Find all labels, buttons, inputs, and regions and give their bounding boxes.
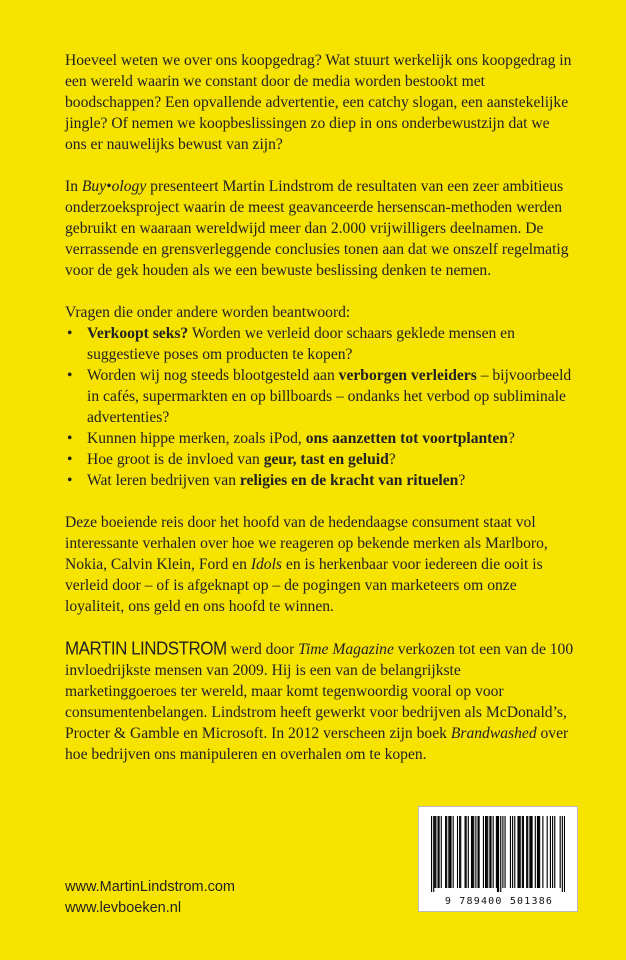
barcode-bar — [526, 816, 527, 888]
intro-paragraph: Hoeveel weten we over ons koopgedrag? Wat stuurt werkelijk ons koopgedrag in een wereld waarin we constant door de media worden bestookt met boodschappen? Een opvallende advertentie, een catchy slogan, een aanstekelijke jingle? Of nemen we koopbeslissingen zo diep in ons onderbewustzijn dat we ons er nauwelijks bewust van zijn? — [65, 52, 572, 153]
website-link[interactable]: www.MartinLindstrom.com — [65, 879, 236, 895]
barcode-bar — [472, 816, 473, 888]
barcode-bars — [431, 816, 565, 892]
list-item: • Wat leren bedrijven van religies en de kracht van rituelen? — [65, 470, 575, 491]
barcode-bar — [446, 816, 447, 888]
summary-prefix: In — [65, 178, 82, 195]
barcode-bar — [448, 816, 449, 888]
barcode-bar — [434, 816, 435, 888]
barcode-bar — [453, 816, 454, 888]
barcode-bar — [542, 816, 543, 888]
barcode-bar — [522, 816, 523, 888]
barcode-bar — [535, 816, 536, 888]
questions-lead: Vragen die onder andere worden beantwoord: — [65, 304, 351, 321]
barcode-bar — [517, 816, 518, 888]
journey-paragraph: Deze boeiende reis door het hoofd van de hedendaagse consument staat vol interessante verhalen over hoe we reageren op bekende merken als Marlboro, Nokia, Calvin Klein, Ford en Idols en is herkenbaar voor iedereen die ooit is verleid door – of is afgeknapt op – de pogingen van marketeers om onze loyaliteit, ons geld en ons hoofd te winnen. — [65, 514, 548, 615]
barcode-bar — [500, 816, 501, 892]
barcode-bar — [538, 816, 539, 888]
barcode-bar — [465, 816, 466, 888]
barcode-bar — [460, 816, 461, 888]
list-item: • Verkoopt seks? Worden we verleid door schaars geklede mensen en suggestieve poses om producten te kopen? — [65, 323, 575, 365]
book-title: Buy•ology — [81, 178, 147, 195]
barcode-bar — [441, 816, 442, 888]
barcode-bar — [530, 816, 531, 888]
barcode-bar — [483, 816, 484, 888]
barcode-bar — [439, 816, 440, 888]
barcode-bar — [562, 816, 563, 892]
magazine-title: Time Magazine — [298, 641, 394, 658]
barcode-bar — [514, 816, 515, 888]
website-link[interactable]: www.levboeken.nl — [65, 900, 182, 916]
barcode-bar — [564, 816, 565, 892]
barcode-bar — [459, 816, 460, 888]
barcode-bar — [537, 816, 538, 888]
barcode-bar — [486, 816, 487, 888]
summary-text: presenteert Martin Lindstrom de resultaten van een zeer ambitieus onderzoeksproject waarin de meest geavanceerde hersenscan-methoden werden gebruikt en waaraan wereldwijd meer dan 2.000 vrijwilligers deelnamen. De verrassende en grensverleggende conclusies tonen aan dat we onszelf regelmatig voor de gek houden als we een bewuste beslissing denken te nemen. — [65, 178, 569, 279]
barcode-bar — [547, 816, 548, 888]
barcode-bar — [512, 816, 513, 888]
barcode-bar — [468, 816, 469, 888]
barcode-bar — [510, 816, 511, 888]
barcode-bar — [433, 816, 434, 892]
barcode-bar — [475, 816, 476, 888]
barcode-bar — [560, 816, 561, 888]
barcode-bar — [431, 816, 432, 892]
barcode-bar — [445, 816, 446, 888]
barcode-bar — [532, 816, 533, 888]
author-name: MARTIN LINDSTROM — [65, 638, 227, 659]
barcode-bar — [550, 816, 551, 888]
author-bio: MARTIN LINDSTROM werd door Time Magazine verkozen tot een van de 100 invloedrijkste mensen van 2009. Hij is een van de belangrijkste marketinggoeroes ter wereld, maar komt tegenwoordig vooral op voor consumentenbelangen. Lindstrom heeft gewerkt voor bedrijven als McDonald’s, Procter & Gamble en Microsoft. In 2012 verscheen zijn boek Brandwashed over hoe bedrijven ons manipuleren en overhalen om te kopen. — [65, 638, 574, 763]
barcode-bar — [437, 816, 438, 888]
idols-italic: Idols — [250, 556, 282, 573]
barcode-bar — [498, 816, 499, 892]
barcode-bar — [539, 816, 540, 888]
barcode-bar — [466, 816, 467, 888]
barcode-bar — [493, 816, 494, 888]
barcode-bar — [457, 816, 458, 888]
isbn-barcode — [418, 806, 578, 912]
barcode-bar — [487, 816, 488, 888]
list-item: • Hoe groot is de invloed van geur, tast en geluid? — [65, 449, 575, 470]
barcode-bar — [520, 816, 521, 888]
questions-list — [65, 323, 575, 491]
barcode-bar — [473, 816, 474, 888]
barcode-bar — [552, 816, 553, 888]
barcode-bar — [554, 816, 555, 888]
barcode-bar — [489, 816, 490, 888]
barcode-bar — [519, 816, 520, 888]
barcode-bar — [485, 816, 486, 888]
barcode-bar — [449, 816, 450, 888]
barcode-bar — [523, 816, 524, 888]
barcode-bar — [479, 816, 480, 888]
list-item: • Worden wij nog steeds blootgesteld aan verborgen verleiders – bijvoorbeeld in cafés, supermarkten en op billboards – ondanks het verbod op subliminale advertenties? — [65, 365, 575, 428]
summary-paragraph — [65, 176, 575, 281]
barcode-bar — [450, 816, 451, 888]
barcode-bar — [504, 816, 505, 888]
back-cover-text — [65, 50, 575, 786]
barcode-bar — [471, 816, 472, 888]
book-brandwashed: Brandwashed — [450, 725, 537, 742]
barcode-bar — [435, 816, 436, 888]
barcode-bar — [527, 816, 528, 888]
barcode-bar — [490, 816, 491, 888]
website-links — [65, 877, 235, 919]
barcode-bar — [477, 816, 478, 888]
barcode-bar — [497, 816, 498, 892]
list-item: • Kunnen hippe merken, zoals iPod, ons aanzetten tot voortplanten? — [65, 428, 575, 449]
isbn-number: 9 789400 501386 — [444, 896, 554, 907]
barcode-bar — [502, 816, 503, 888]
barcode-bar — [529, 816, 530, 888]
barcode-bar — [496, 816, 497, 888]
